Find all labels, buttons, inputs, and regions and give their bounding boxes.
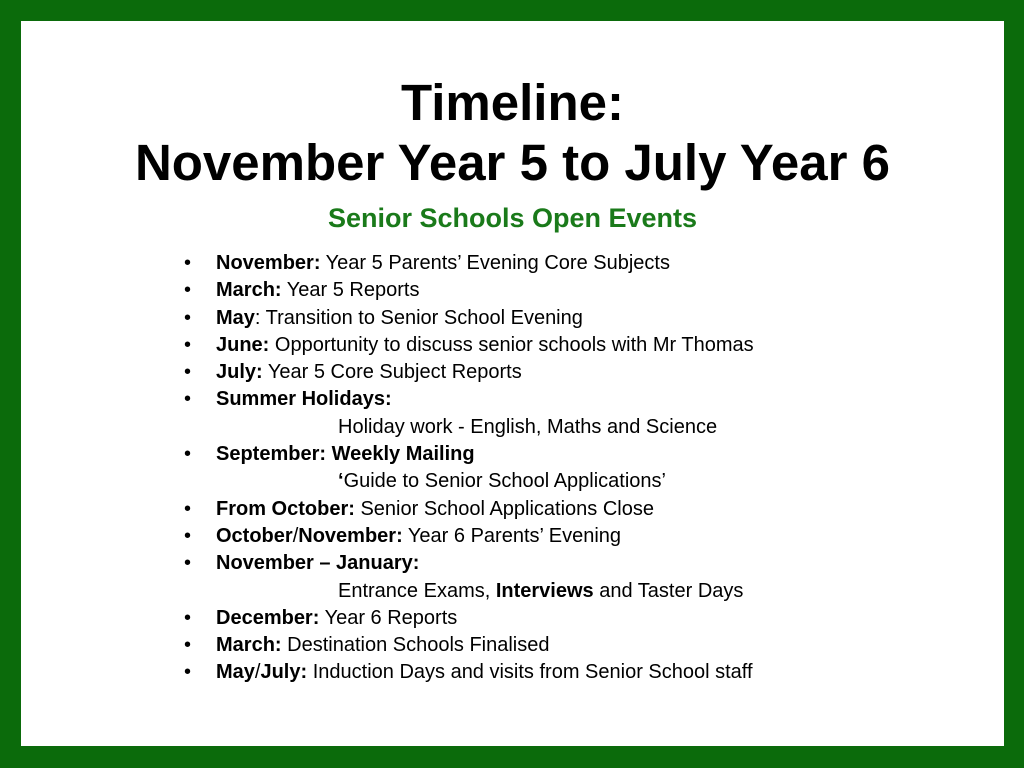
item-subtext-bold: Interviews [495,579,594,602]
bullet-icon: • [184,388,192,411]
item-subtext [216,468,964,495]
item-label: December: [216,606,320,629]
list-item [184,550,964,605]
item-subtext-rest: Guide to Senior School Applications’ [343,470,666,493]
item-label: Summer Holidays: [216,388,392,411]
list-item [184,659,964,686]
item-label: October [216,524,293,547]
title-line-1: Timeline: [401,74,624,131]
item-subtext-quote: ‘ [338,470,344,493]
list-item [184,332,964,359]
item-label: May [216,306,255,329]
list-item [184,386,964,441]
list-item [184,441,964,496]
item-subtext-pre: Entrance Exams, [338,579,496,602]
slide-subtitle: Senior Schools Open Events [327,203,698,233]
item-text: Senior School Applications Close [354,497,654,520]
list-item [184,250,964,277]
item-text: Opportunity to discuss senior schools with Mr Thomas [269,333,754,356]
item-label: November: [216,252,321,274]
bullet-icon: • [184,606,192,629]
bullet-icon: • [184,497,192,520]
item-label-2: July: [260,661,308,684]
timeline-list [184,250,964,687]
slide-content [21,21,1004,746]
bullet-icon: • [184,552,192,575]
bullet-icon: • [184,252,192,274]
item-text: Year 6 Reports [319,606,458,629]
item-label: June: [216,333,270,356]
item-label: March: [216,279,282,302]
list-item [184,359,964,386]
bullet-icon: • [184,634,192,657]
item-label: July: [216,361,263,384]
item-text: Year 5 Parents’ Evening Core Subjects [320,252,670,274]
item-text: Induction Days and visits from Senior School staff [307,661,753,684]
item-label-separator: / [292,524,299,547]
item-text: Year 5 Reports [281,279,420,302]
item-label-separator: / [254,661,261,684]
item-label: From October: [216,497,355,520]
title-line-2: November Year 5 to July Year 6 [134,134,891,191]
item-label: May [216,661,255,684]
item-label-2: November: [298,524,403,547]
item-label: September: Weekly Mailing [216,443,475,466]
list-item [184,523,964,550]
bullet-icon: • [184,279,192,302]
item-subtext-post: and Taster Days [593,579,744,602]
item-subtext [216,578,964,605]
bullet-icon: • [184,361,192,384]
item-label: November – January: [216,552,420,575]
bullet-icon: • [184,661,192,684]
slide-title [21,73,1004,193]
list-item [184,277,964,304]
bullet-icon: • [184,306,192,329]
list-item [184,305,964,332]
bullet-icon: • [184,333,192,356]
item-label: March: [216,634,282,657]
item-text: : Transition to Senior School Evening [254,306,583,329]
item-subtext: Holiday work - English, Maths and Science [338,415,718,438]
item-text: Year 6 Parents’ Evening [402,524,622,547]
bullet-icon: • [184,443,192,466]
item-text: Destination Schools Finalised [281,634,550,657]
list-item [184,632,964,659]
bullet-icon: • [184,524,192,547]
item-text: Year 5 Core Subject Reports [262,361,522,384]
list-item [184,496,964,523]
list-item [184,605,964,632]
